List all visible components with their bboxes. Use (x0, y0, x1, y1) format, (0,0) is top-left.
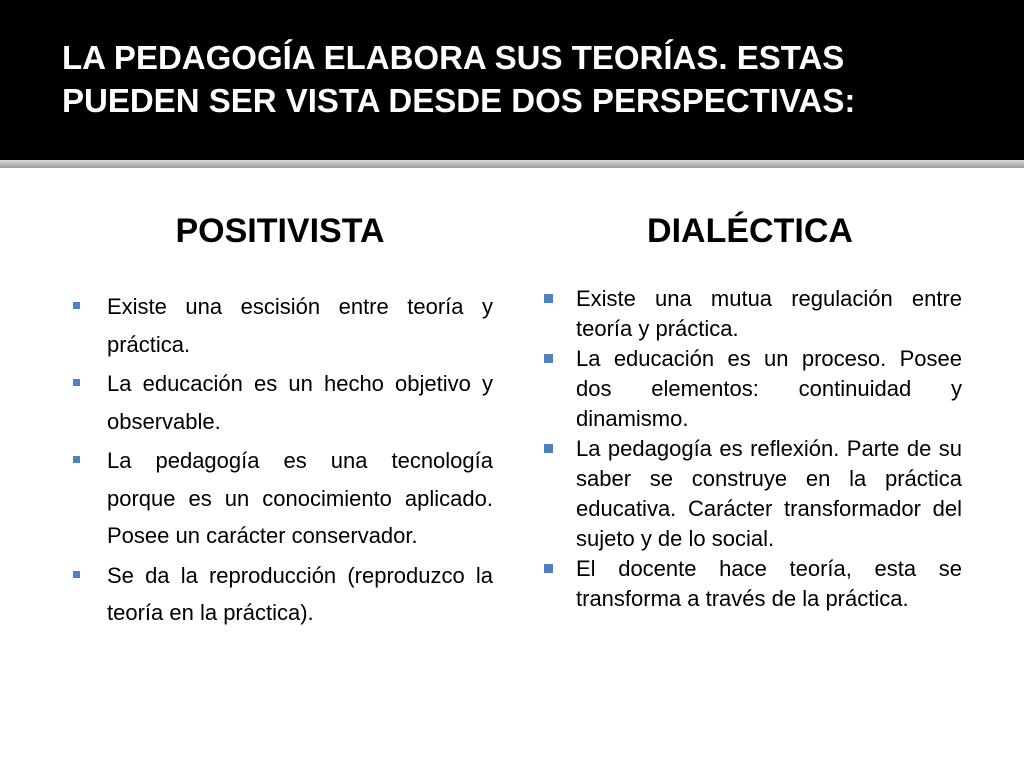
square-bullet-icon (544, 354, 553, 363)
list-item (540, 434, 962, 554)
list-item-text: La educación es un proceso. Posee dos elementos: continuidad y dinamismo. (576, 346, 962, 431)
square-bullet-icon (544, 564, 553, 573)
list-item-text: Existe una mutua regulación entre teoría y práctica. (576, 286, 962, 341)
dialectica-list (540, 284, 962, 614)
list-item-text: La pedagogía es una tecnología porque es un conocimiento aplicado. Posee un carácter conservador. (107, 448, 493, 548)
title-bar (0, 0, 1024, 160)
list-item (540, 284, 962, 344)
square-bullet-icon (544, 444, 553, 453)
list-item (72, 365, 493, 440)
heading-dialectica: DIALÉCTICA (647, 212, 853, 250)
list-item-text: Existe una escisión entre teoría y práctica. (107, 294, 493, 357)
square-bullet-icon (73, 379, 80, 386)
list-item (72, 557, 493, 632)
heading-positivista: POSITIVISTA (175, 212, 385, 250)
list-item-text: El docente hace teoría, esta se transforma a través de la práctica. (576, 556, 962, 611)
list-item-text: La pedagogía es reflexión. Parte de su saber se construye en la práctica educativa. Carácter transformador del sujeto y de lo social. (576, 436, 962, 551)
list-item-text: Se da la reproducción (reproduzco la teoría en la práctica). (107, 562, 493, 625)
positivista-list (72, 288, 493, 634)
list-item (540, 554, 962, 614)
title-divider (0, 160, 1024, 168)
slide-title: LA PEDAGOGÍA ELABORA SUS TEORÍAS. ESTAS PUEDEN SER VISTA DESDE DOS PERSPECTIVAS: (62, 39, 856, 119)
list-item (72, 288, 493, 363)
list-item (540, 344, 962, 434)
square-bullet-icon (73, 456, 80, 463)
square-bullet-icon (544, 294, 553, 303)
list-item (72, 442, 493, 555)
square-bullet-icon (73, 302, 80, 309)
square-bullet-icon (73, 571, 80, 578)
list-item-text: La educación es un hecho objetivo y observable. (107, 371, 493, 434)
